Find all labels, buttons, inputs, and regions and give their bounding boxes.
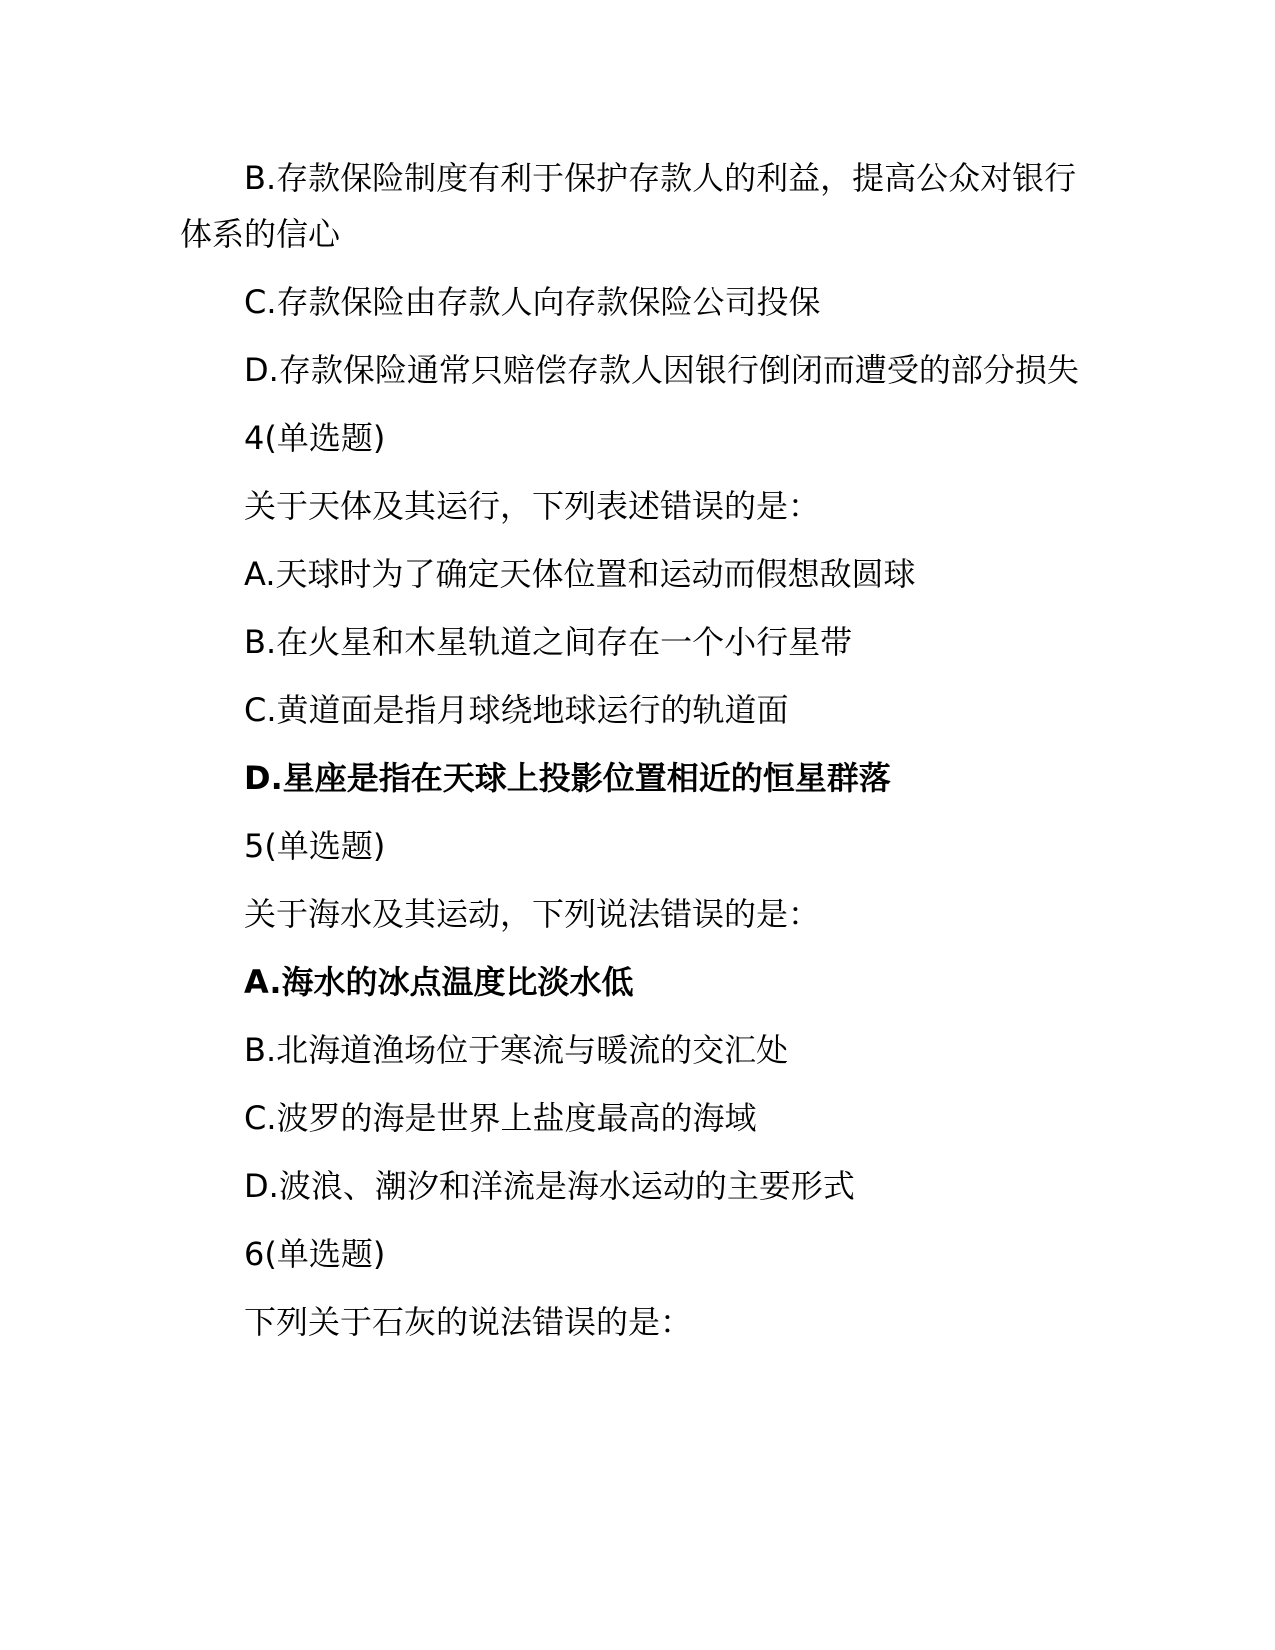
question-6-stem: 下列关于石灰的说法错误的是： <box>244 1303 693 1341</box>
question-4-option-c: C.黄道面是指月球绕地球运行的轨道面 <box>244 691 789 729</box>
question-4-option-a: A.天球时为了确定天体位置和运动而假想敌圆球 <box>244 555 916 593</box>
option-c-deposit-insurance: C.存款保险由存款人向存款保险公司投保 <box>244 283 821 321</box>
question-5-option-a: A.海水的冰点温度比淡水低 <box>244 963 634 1001</box>
question-4-option-b: B.在火星和木星轨道之间存在一个小行星带 <box>244 623 853 661</box>
question-5-option-c: C.波罗的海是世界上盐度最高的海域 <box>244 1099 757 1137</box>
question-5-option-d: D.波浪、潮汐和洋流是海水运动的主要形式 <box>244 1167 855 1205</box>
document-body <box>180 150 1085 1362</box>
question-5-option-b: B.北海道渔场位于寒流与暖流的交汇处 <box>244 1031 789 1069</box>
question-6-number: 6(单选题) <box>244 1235 386 1273</box>
option-d-deposit-insurance: D.存款保险通常只赔偿存款人因银行倒闭而遭受的部分损失 <box>244 351 1079 389</box>
question-5-number: 5(单选题) <box>244 827 386 865</box>
question-4-number: 4(单选题) <box>244 419 386 457</box>
question-4-stem: 关于天体及其运行，下列表述错误的是： <box>244 487 821 525</box>
question-5-stem: 关于海水及其运动，下列说法错误的是： <box>244 895 821 933</box>
option-b-deposit-insurance: B.存款保险制度有利于保护存款人的利益，提高公众对银行体系的信心 <box>180 159 1077 253</box>
question-4-option-d: D.星座是指在天球上投影位置相近的恒星群落 <box>244 759 891 797</box>
